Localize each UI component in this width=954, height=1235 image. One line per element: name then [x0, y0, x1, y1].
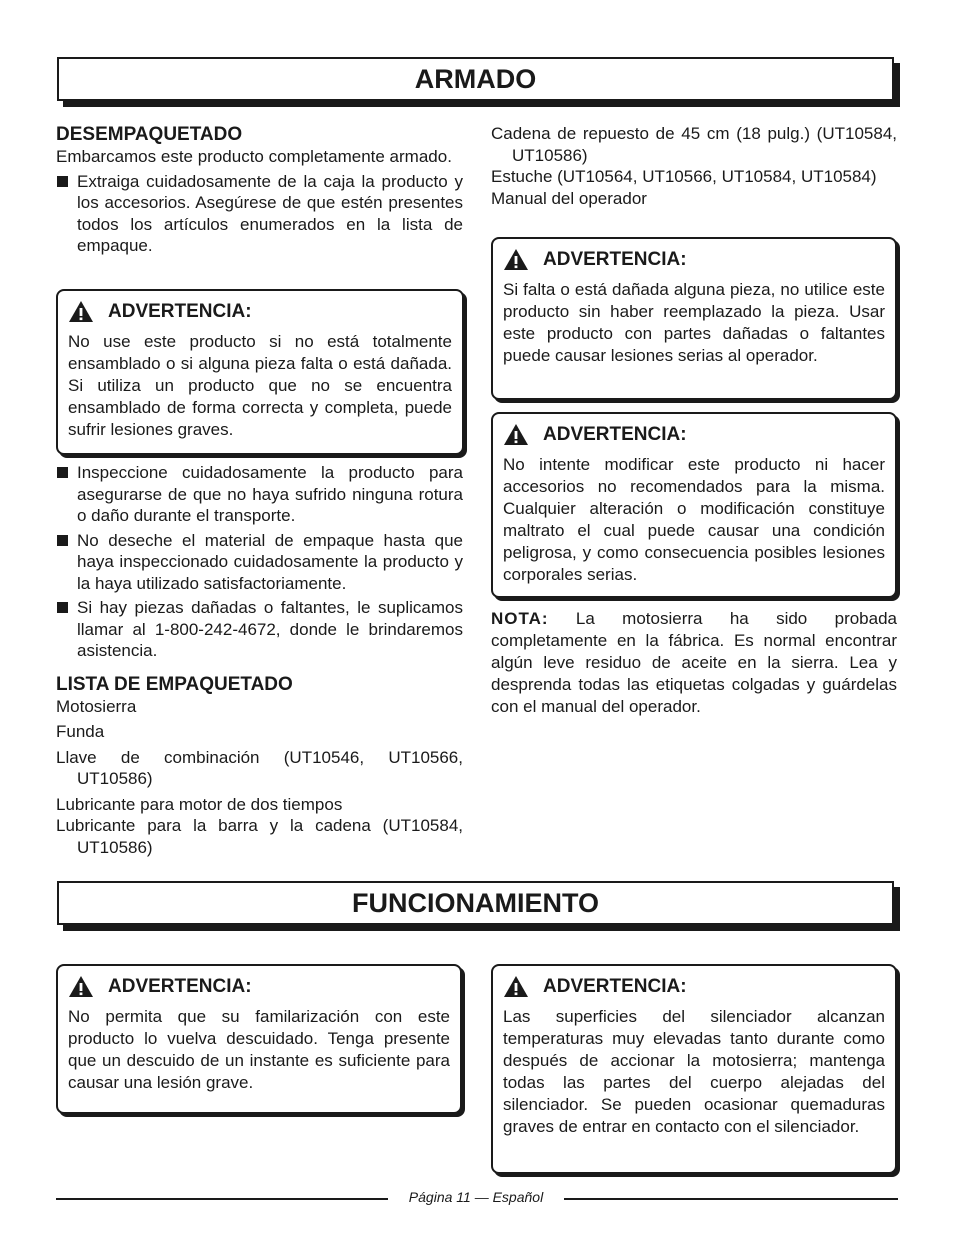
section-title-armado: [57, 57, 894, 101]
bullet-item: No deseche el material de empaque hasta que haya inspeccionado cuidadosamente la producto y la haya utilizado satisfactoriamente.: [56, 530, 463, 595]
list-item: Motosierra: [56, 696, 137, 716]
list-item: Cadena de repuesto de 45 cm (18 pulg.) (UT10584, UT10586): [491, 124, 897, 165]
right-column: [491, 123, 897, 209]
footer-rule-right: [564, 1198, 898, 1200]
warning-triangle-icon: [68, 975, 94, 998]
desempaquetado-intro: Embarcamos este producto completamente armado.: [56, 147, 452, 166]
page-footer: Página 11 — Español: [408, 1189, 544, 1205]
warning-title: ADVERTENCIA:: [543, 423, 687, 445]
list-item: Lubricante para la barra y la cadena (UT10584, UT10586): [56, 816, 463, 857]
warning-title: ADVERTENCIA:: [108, 300, 252, 322]
left-column: [56, 124, 463, 257]
warning-text: No permita que su familarización con este producto lo vuelva descuidado. Tenga presente que un descuido de un instante es suficiente para causar una lesión grave.: [68, 1007, 450, 1092]
warning-header: [503, 975, 885, 998]
warning-title: ADVERTENCIA:: [543, 975, 687, 997]
warning-text: Las superficies del silenciador alcanzan temperaturas muy elevadas tanto durante como después de accionar la motosierra; mantenga todas las partes del cuerpo alejadas del silenciador. Se pueden ocasionar quemaduras graves de entrar en contacto con el silenciador.: [503, 1007, 885, 1136]
bullet-item: Extraiga cuidadosamente de la caja la producto y los accesorios. Asegúrese de que estén presentes todos los artículos enumerados en la lista de empaque.: [56, 171, 463, 257]
warning-box-familiarization: [56, 964, 462, 1114]
warning-header: [503, 248, 885, 271]
funcionamiento-title: FUNCIONAMIENTO: [352, 888, 599, 918]
desempaquetado-heading: DESEMPAQUETADO: [56, 124, 243, 145]
bullet-item: Inspeccione cuidadosamente la producto para asegurarse de que no haya sufrido ninguna rotura o daño durante el transporte.: [56, 462, 463, 527]
warning-title: ADVERTENCIA:: [108, 975, 252, 997]
warning-triangle-icon: [503, 423, 529, 446]
list-item: Lubricante para motor de dos tiempos: [56, 794, 343, 814]
footer-rule-left: [56, 1198, 388, 1200]
warning-triangle-icon: [503, 975, 529, 998]
list-item: Funda: [56, 722, 105, 741]
lista-heading: LISTA DE EMPAQUETADO: [56, 673, 293, 695]
warning-box-missing-parts: [56, 289, 464, 455]
warning-header: [68, 300, 452, 323]
left-column-bullets: [56, 462, 463, 858]
armado-title: ARMADO: [414, 64, 537, 94]
warning-title: ADVERTENCIA:: [543, 248, 687, 270]
warning-text: Si falta o está dañada alguna pieza, no utilice este producto sin haber reemplazado la pieza. Usar este producto con partes dañadas o faltantes puede causar lesiones serias al operador.: [503, 280, 885, 365]
list-item: Estuche (UT10564, UT10566, UT10584, UT10584): [491, 167, 877, 186]
list-item: Manual del operador: [491, 188, 647, 208]
warning-header: [503, 423, 885, 446]
warning-triangle-icon: [68, 300, 94, 323]
warning-text: No use este producto si no está totalmente ensamblado o si alguna pieza falta o está dañada. Si utiliza un producto que no se encuentra ensamblado de forma correcta y completa, puede sufrir lesiones graves.: [68, 332, 452, 439]
warning-box-modification: [491, 412, 897, 598]
nota-paragraph: [491, 608, 897, 718]
list-item: Llave de combinación (UT10546, UT10566, UT10586): [56, 747, 463, 788]
nota-label: NOTA:: [491, 609, 549, 628]
warning-box-muffler: [491, 964, 897, 1174]
warning-triangle-icon: [503, 248, 529, 271]
nota-text: La motosierra ha sido probada completamente en la fábrica. Es normal encontrar algún leve residuo de aceite en la sierra. Lea y desprenda todas las etiquetas colgadas y guárdelas con el manual del operador.: [491, 609, 897, 716]
warning-box-damaged-parts: [491, 237, 897, 400]
warning-header: [68, 975, 450, 998]
warning-text: No intente modificar este producto ni hacer accesorios no recomendados para la misma. Cualquier alteración o modificación constituye maltrato el cual puede causar una condición peligrosa, y como consecuencia posibles lesiones corporales serias.: [503, 455, 885, 584]
bullet-item: Si hay piezas dañadas o faltantes, le suplicamos llamar al 1-800-242-4672, donde le brindaremos asistencia.: [56, 597, 463, 662]
section-title-funcionamiento: [57, 881, 894, 925]
